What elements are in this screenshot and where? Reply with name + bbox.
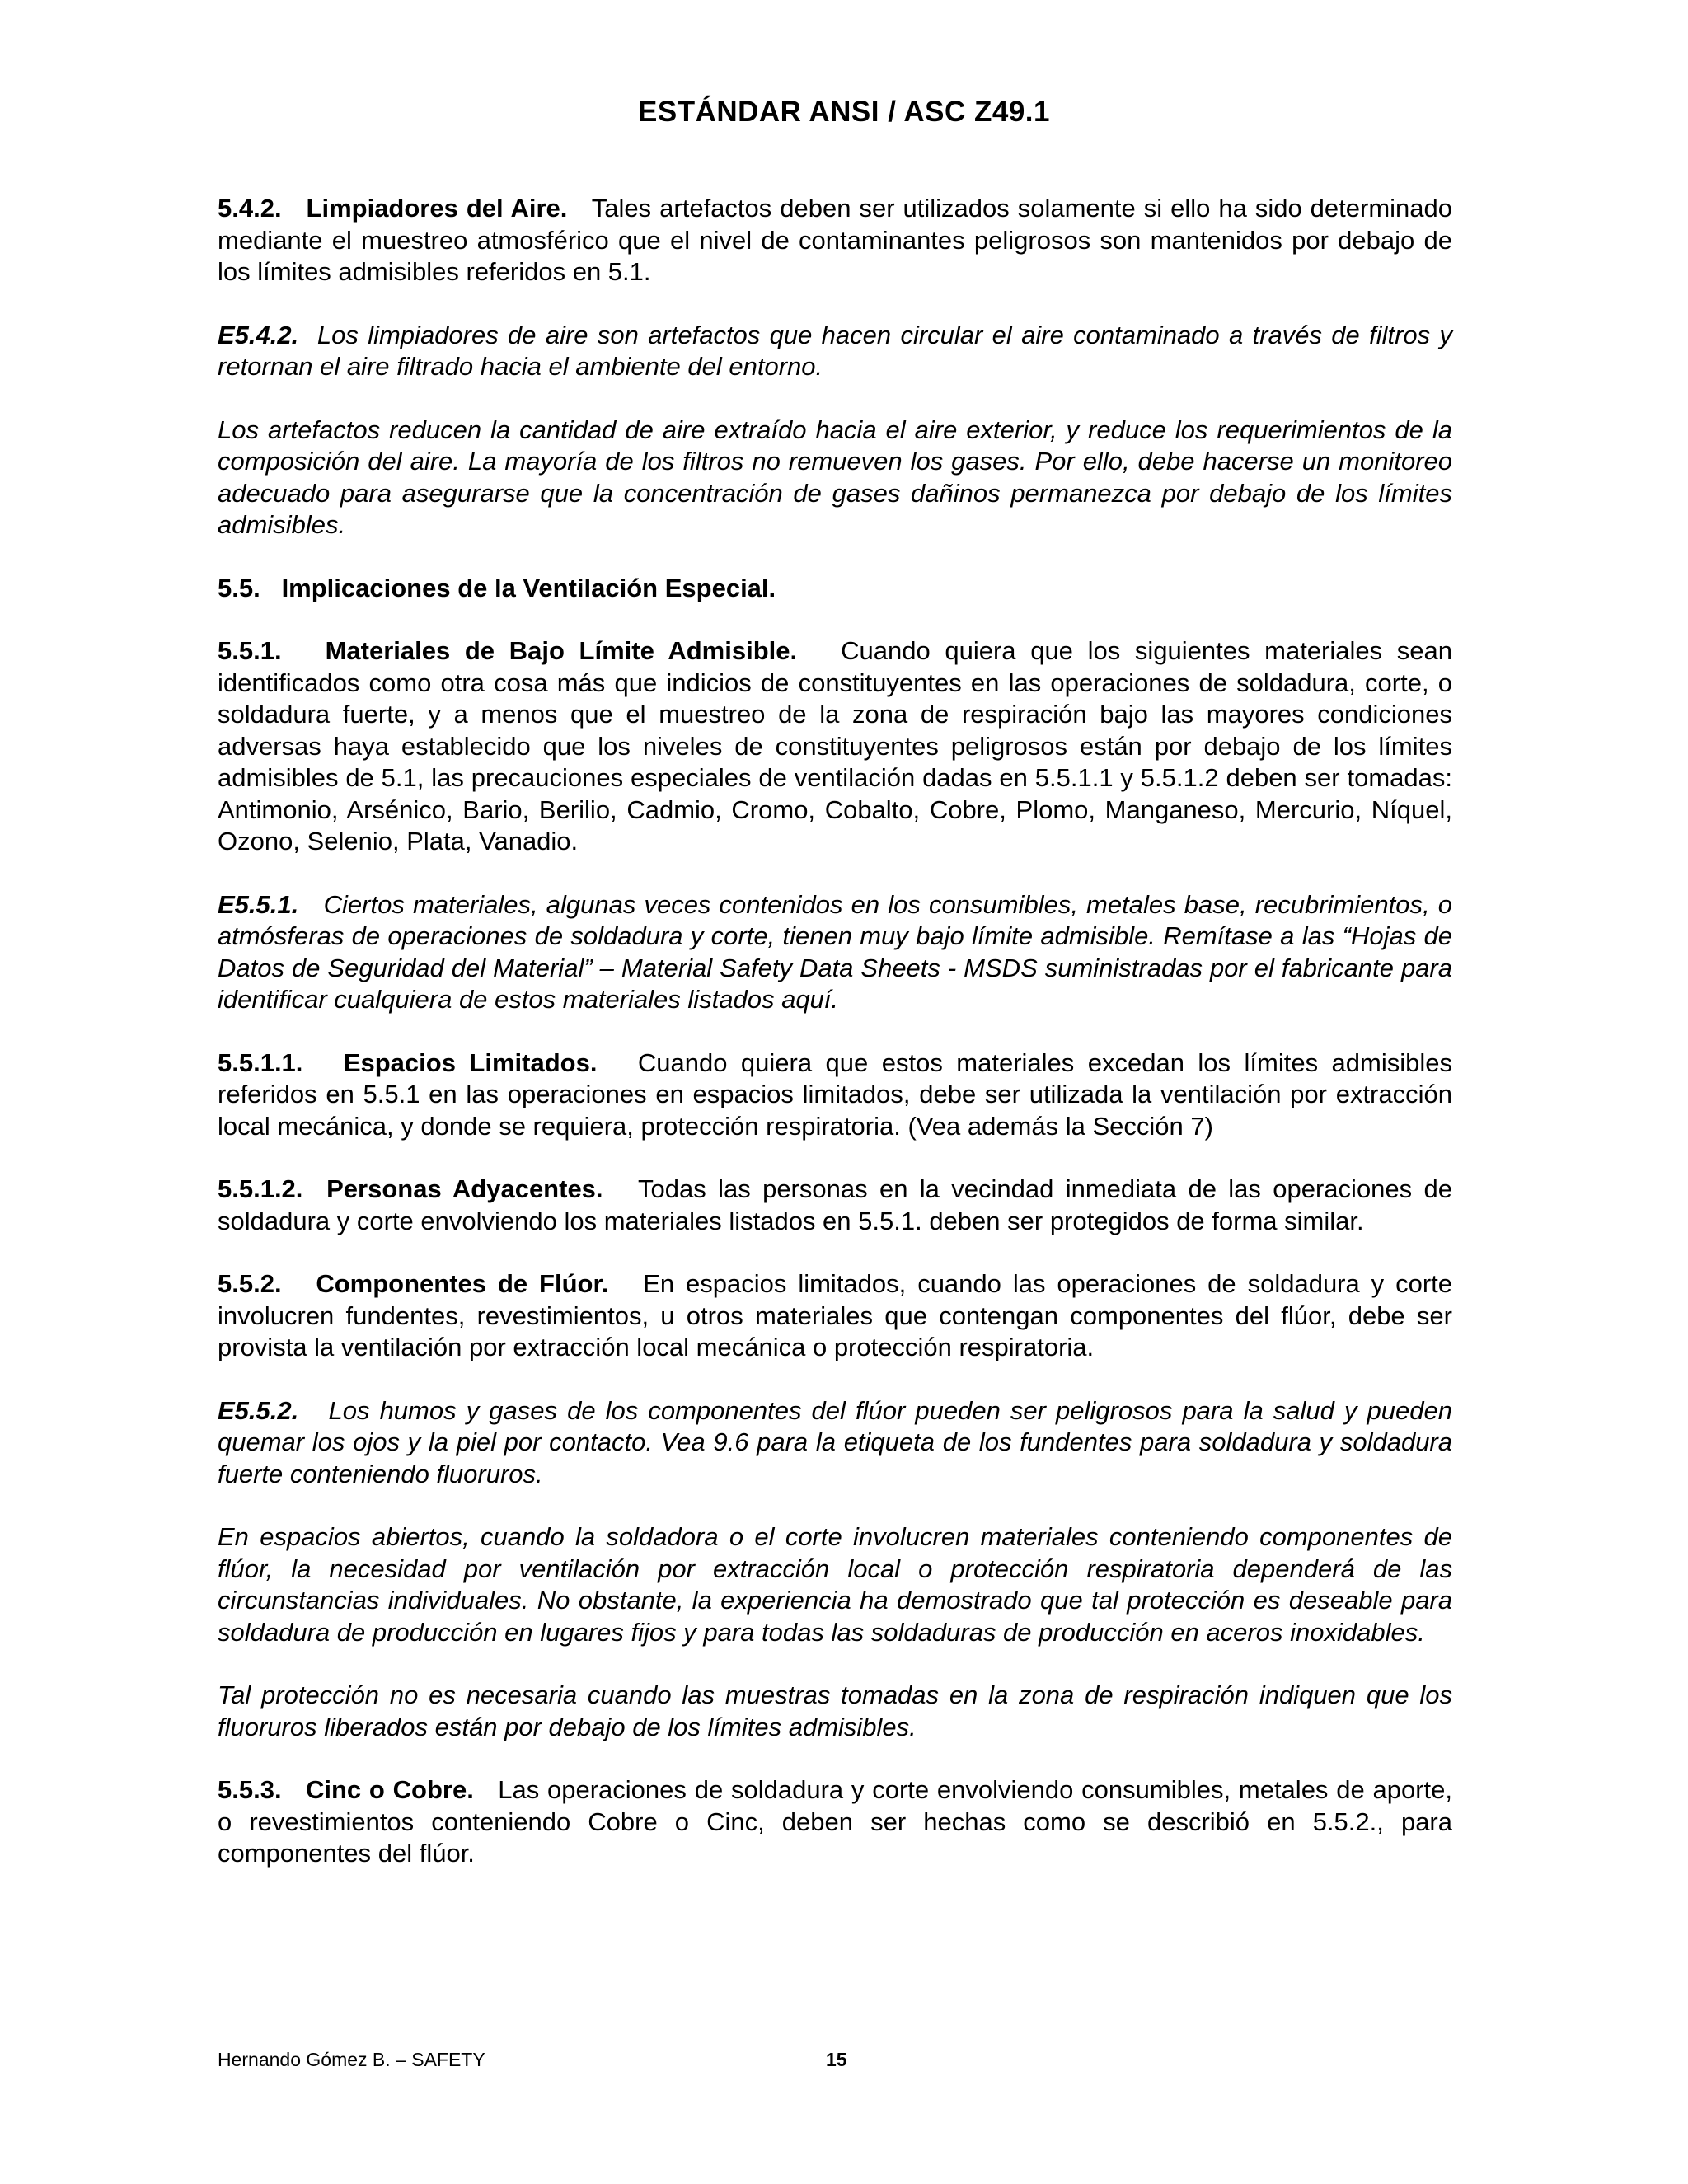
section-5-5-1 (218, 635, 1452, 858)
section-5-5-2 (218, 1268, 1452, 1364)
section-number: 5.5.2. (218, 1269, 282, 1298)
explanation-text: Los humos y gases de los componentes del flúor pueden ser peligrosos para la salud y pueden quemar los ojos y la piel por contacto. Vea 9.6 para la etiqueta de los fundentes para soldadura y soldadura fuerte conteniendo fluoruros. (218, 1395, 1452, 1488)
page-title: ESTÁNDAR ANSI / ASC Z49.1 (638, 96, 1050, 128)
explanation-paragraph (218, 1521, 1452, 1648)
section-text: Cuando quiera que los siguientes materiales sean identificados como otra cosa más que indicios de constituyentes en las operaciones de soldadura, corte, o soldadura fuerte, y a menos que el muestreo de la zona de respiración bajo las mayores condiciones adversas haya establecido que los niveles de constituyentes peligrosos están por debajo de los límites admisibles de 5.1, las precauciones especiales de ventilación dadas en 5.5.1.1 y 5.5.1.2 deben ser tomadas: Antimonio, Arsénico, Bario, Berilio, Cadmio, Cromo, Cobalto, Cobre, Plomo, Manganeso, Mercurio, Níquel, Ozono, Selenio, Plata, Vanadio. (218, 636, 1453, 855)
explanation-number: E5.4.2. (218, 320, 299, 349)
footer-author: Hernando Gómez B. – SAFETY (218, 2049, 485, 2070)
section-title: Implicaciones de la Ventilación Especial. (281, 573, 776, 602)
section-title: Componentes de Flúor. (316, 1269, 609, 1298)
section-5-5 (218, 573, 1452, 605)
section-5-4-2 (218, 193, 1452, 288)
section-5-5-3 (218, 1774, 1452, 1870)
explanation-paragraph (218, 415, 1452, 541)
section-text: Todas las personas en la vecindad inmediata de las operaciones de soldadura y corte envolviendo los materiales listados en 5.5.1. deben ser protegidos de forma similar. (218, 1174, 1452, 1235)
section-title: Personas Adyacentes. (326, 1174, 603, 1203)
section-number: 5.5.1.1. (218, 1047, 303, 1077)
section-text: Tales artefactos deben ser utilizados solamente si ello ha sido determinado mediante el muestreo atmosférico que el nivel de contaminantes peligrosos son mantenidos por debajo de los límites admisibles referidos en 5.1. (218, 194, 1453, 286)
section-title: Espacios Limitados. (343, 1047, 598, 1077)
section-number: 5.5.3. (218, 1775, 282, 1804)
document-body (218, 193, 1452, 1901)
section-number: 5.4.2. (218, 194, 282, 223)
page-number: 15 (826, 2049, 847, 2070)
explanation-text: En espacios abiertos, cuando la soldadora o el corte involucren materiales conteniendo componentes de flúor, la necesidad por ventilación por extracción local o protección respiratoria dependerá de las circunstancias individuales. No obstante, la experiencia ha demostrado que tal protección es deseable para soldadura de producción en lugares fijos y para todas las soldaduras de producción en aceros inoxidables. (218, 1522, 1452, 1647)
section-title: Limpiadores del Aire. (306, 194, 568, 223)
section-text: Las operaciones de soldadura y corte envolviendo consumibles, metales de aporte, o revestimientos conteniendo Cobre o Cinc, deben ser hechas como se describió en 5.5.2., para componentes del flúor. (218, 1775, 1453, 1868)
explanation-text: Los artefactos reducen la cantidad de aire extraído hacia el aire exterior, y reduce los requerimientos de la composición del aire. La mayoría de los filtros no remueven los gases. Por ello, debe hacerse un monitoreo adecuado para asegurarse que la concentración de gases dañinos permanezca por debajo de los límites admisibles. (218, 415, 1452, 539)
section-text: Cuando quiera que estos materiales excedan los límites admisibles referidos en 5.5.1 en las operaciones en espacios limitados, debe ser utilizada la ventilación por extracción local mecánica, y donde se requiera, protección respiratoria. (Vea además la Sección 7) (218, 1047, 1452, 1141)
section-text: En espacios limitados, cuando las operaciones de soldadura y corte involucren fundentes, revestimientos, u otros materiales que contengan componentes del flúor, debe ser provista la ventilación por extracción local mecánica o protección respiratoria. (218, 1269, 1453, 1361)
explanation-number: E5.5.1. (218, 889, 299, 919)
section-5-5-1-1 (218, 1047, 1452, 1143)
explanation-paragraph (218, 1680, 1452, 1743)
section-title: Cinc o Cobre. (305, 1775, 474, 1804)
explanation-text: Los limpiadores de aire son artefactos que hacen circular el aire contaminado a través de filtros y retornan el aire filtrado hacia el ambiente del entorno. (218, 320, 1452, 381)
section-5-5-1-2 (218, 1174, 1452, 1237)
explanation-text: Ciertos materiales, algunas veces contenidos en los consumibles, metales base, recubrimientos, o atmósferas de operaciones de soldadura y corte, tienen muy bajo límite admisible. Remítase a las “Hojas de Datos de Seguridad del Material” – Material Safety Data Sheets - MSDS suministradas por el fabricante para identificar cualquiera de estos materiales listados aquí. (218, 889, 1452, 1014)
section-number: 5.5.1. (218, 636, 282, 665)
explanation-e5-5-1 (218, 889, 1452, 1016)
explanation-number: E5.5.2. (218, 1395, 299, 1425)
explanation-e5-5-2 (218, 1395, 1452, 1491)
explanation-text: Tal protección no es necesaria cuando las muestras tomadas en la zona de respiración indiquen que los fluoruros liberados están por debajo de los límites admisibles. (218, 1680, 1452, 1741)
section-number: 5.5. (218, 573, 260, 602)
section-title: Materiales de Bajo Límite Admisible. (325, 636, 798, 665)
explanation-e5-4-2 (218, 320, 1452, 383)
section-number: 5.5.1.2. (218, 1174, 303, 1203)
